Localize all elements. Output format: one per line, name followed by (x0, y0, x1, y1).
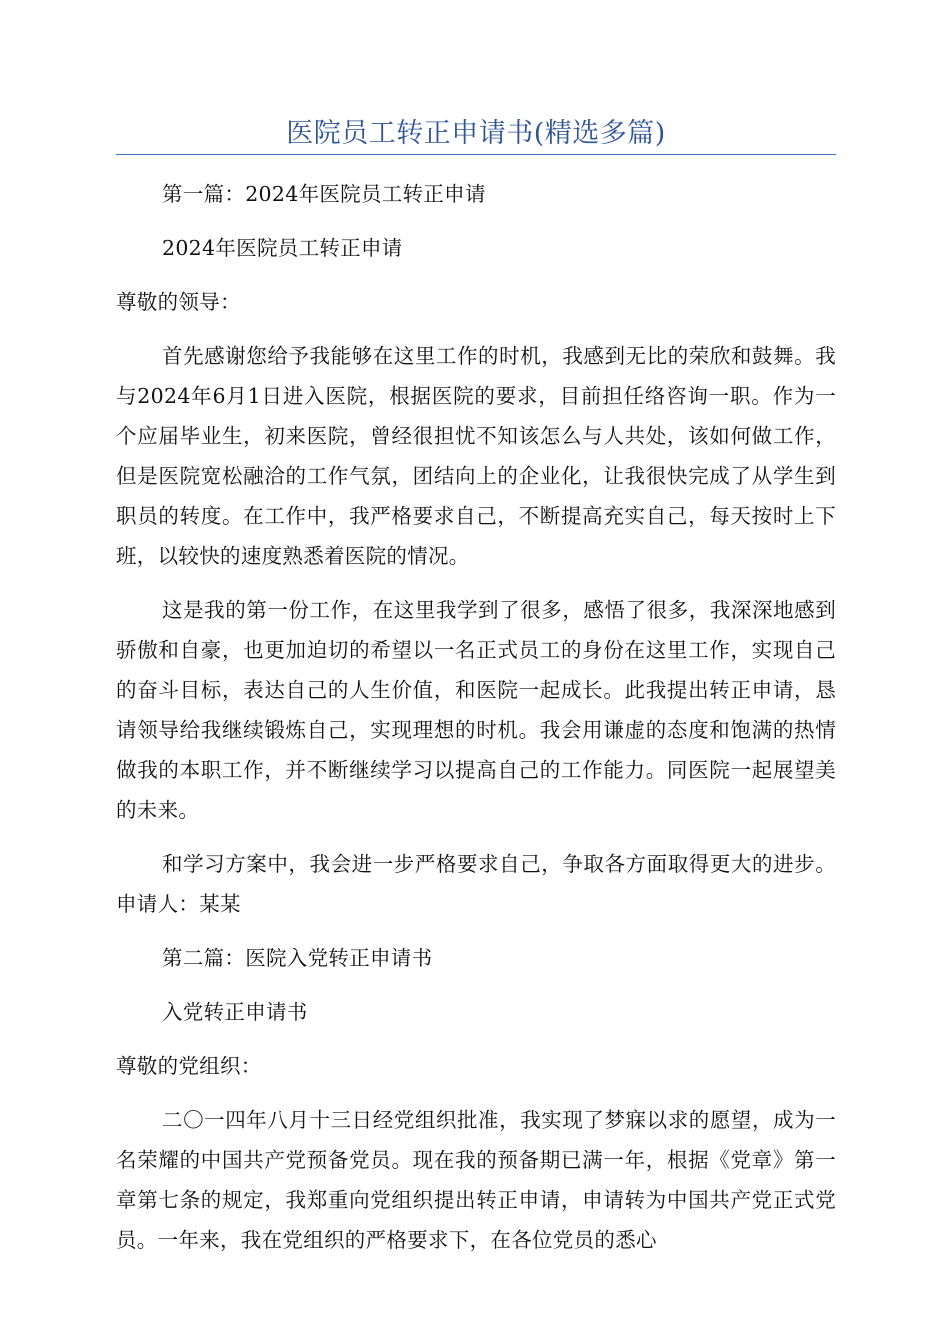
section-heading-1: 第一篇：2024年医院员工转正申请 (162, 182, 486, 206)
document-body (116, 174, 836, 1260)
body-paragraph-2: 这是我的第一份工作，在这里我学到了很多，感悟了很多，我深深地感到骄傲和自豪，也更加迫切的希望以一名正式员工的身份在这里工作，实现自己的奋斗目标，表达自己的人生价值，和医院一起成长。此我提出转正申请，恳请领导给我继续锻炼自己，实现理想的时机。我会用谦虚的态度和饱满的热情做我的本职工作，并不断继续学习以提高自己的工作能力。同医院一起展望美的未来。 (116, 598, 836, 822)
body-paragraph-1: 首先感谢您给予我能够在这里工作的时机，我感到无比的荣欣和鼓舞。我与2024年6月1日进入医院，根据医院的要求，目前担任络咨询一职。作为一个应届毕业生，初来医院，曾经很担忧不知该怎么与人共处，该如何做工作，但是医院宽松融洽的工作气氛，团结向上的企业化，让我很快完成了从学生到职员的转度。在工作中，我严格要求自己，不断提高充实自己，每天按时上下班，以较快的速度熟悉着医院的情况。 (116, 344, 836, 568)
body-paragraph-4: 二〇一四年八月十三日经党组织批准，我实现了梦寐以求的愿望，成为一名荣耀的中国共产党预备党员。现在我的预备期已满一年，根据《党章》第一章第七条的规定，我郑重向党组织提出转正申请，申请转为中国共产党正式党员。一年来，我在党组织的严格要求下，在各位党员的悉心 (116, 1108, 836, 1252)
document-title: 医院员工转正申请书(精选多篇) (286, 118, 666, 149)
salutation-2: 尊敬的党组织： (116, 1054, 262, 1078)
salutation-1: 尊敬的领导： (116, 290, 241, 314)
subheading-2: 入党转正申请书 (162, 1000, 308, 1024)
title-underline (116, 154, 836, 155)
body-paragraph-3: 和学习方案中，我会进一步严格要求自己，争取各方面取得更大的进步。申请人：某某 (116, 852, 836, 916)
section-heading-2: 第二篇：医院入党转正申请书 (162, 946, 433, 970)
subheading-1: 2024年医院员工转正申请 (162, 236, 403, 260)
